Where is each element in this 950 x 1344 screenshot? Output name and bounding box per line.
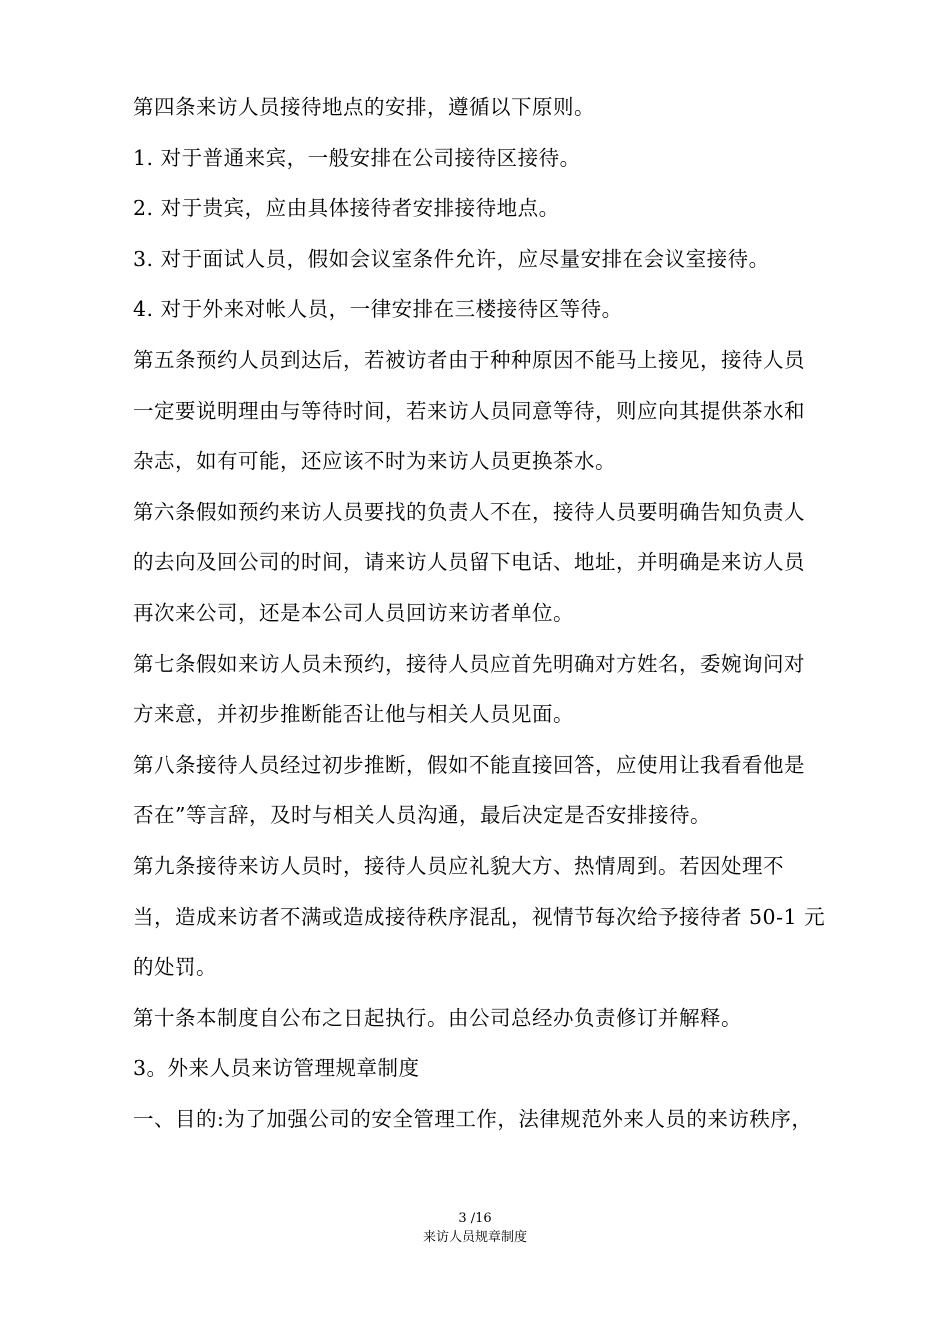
paragraph-line: 第六条假如预约来访人员要找的负责人不在，接待人员要明确告知负责人 bbox=[133, 499, 805, 524]
paragraph-line: 第四条来访人员接待地点的安排，遵循以下原则。 bbox=[133, 95, 595, 119]
paragraph-line: 4. 对于外来对帐人员，一律安排在三楼接待区等待。 bbox=[133, 297, 623, 322]
section-heading: 3。外来人员来访管理规章制度 bbox=[133, 1056, 420, 1081]
paragraph-line: 否在”等言辞，及时与相关人员沟通，最后决定是否安排接待。 bbox=[133, 803, 711, 828]
page-number: 3 /16 bbox=[458, 1211, 492, 1226]
paragraph-line: 第十条本制度自公布之日起执行。由公司总经办负责修订并解释。 bbox=[133, 1005, 742, 1030]
paragraph-line: 2. 对于贵宾，应由具体接待者安排接待地点。 bbox=[133, 196, 560, 221]
footer-title: 来访人员规章制度 bbox=[422, 1230, 527, 1245]
paragraph-line: 第八条接待人员经过初步推断，假如不能直接回答，应使用让我看看他是 bbox=[133, 752, 805, 777]
paragraph-line: 杂志，如有可能，还应该不时为来访人员更换茶水。 bbox=[133, 449, 616, 474]
paragraph-line: 1. 对于普通来宾，一般安排在公司接待区接待。 bbox=[133, 145, 581, 170]
paragraph-line: 一、目的:为了加强公司的安全管理工作，法律规范外来人员的来访秩序， bbox=[133, 1106, 813, 1131]
paragraph-line: 一定要说明理由与等待时间，若来访人员同意等待，则应向其提供茶水和 bbox=[133, 398, 805, 423]
document-body bbox=[133, 82, 833, 1144]
paragraph-line: 3. 对于面试人员，假如会议室条件允许，应尽量安排在会议室接待。 bbox=[133, 246, 770, 271]
paragraph-line: 方来意，并初步推断能否让他与相关人员见面。 bbox=[133, 702, 574, 727]
paragraph-line: 的处罚。 bbox=[133, 955, 217, 980]
paragraph-line: 再次来公司，还是本公司人员回访来访者单位。 bbox=[133, 600, 574, 625]
paragraph-line: 当，造成来访者不满或造成接待秩序混乱，视情节每次给予接待者 50-1 元 bbox=[133, 904, 826, 929]
paragraph-line: 第五条预约人员到达后，若被访者由于种种原因不能马上接见，接待人员 bbox=[133, 347, 805, 372]
paragraph-line: 第七条假如来访人员未预约，接待人员应首先明确对方姓名，委婉询问对 bbox=[133, 651, 805, 676]
paragraph-line: 第九条接待来访人员时，接待人员应礼貌大方、热情周到。若因处理不 bbox=[133, 853, 784, 878]
paragraph-line: 的去向及回公司的时间，请来访人员留下电话、地址，并明确是来访人员 bbox=[133, 550, 805, 575]
